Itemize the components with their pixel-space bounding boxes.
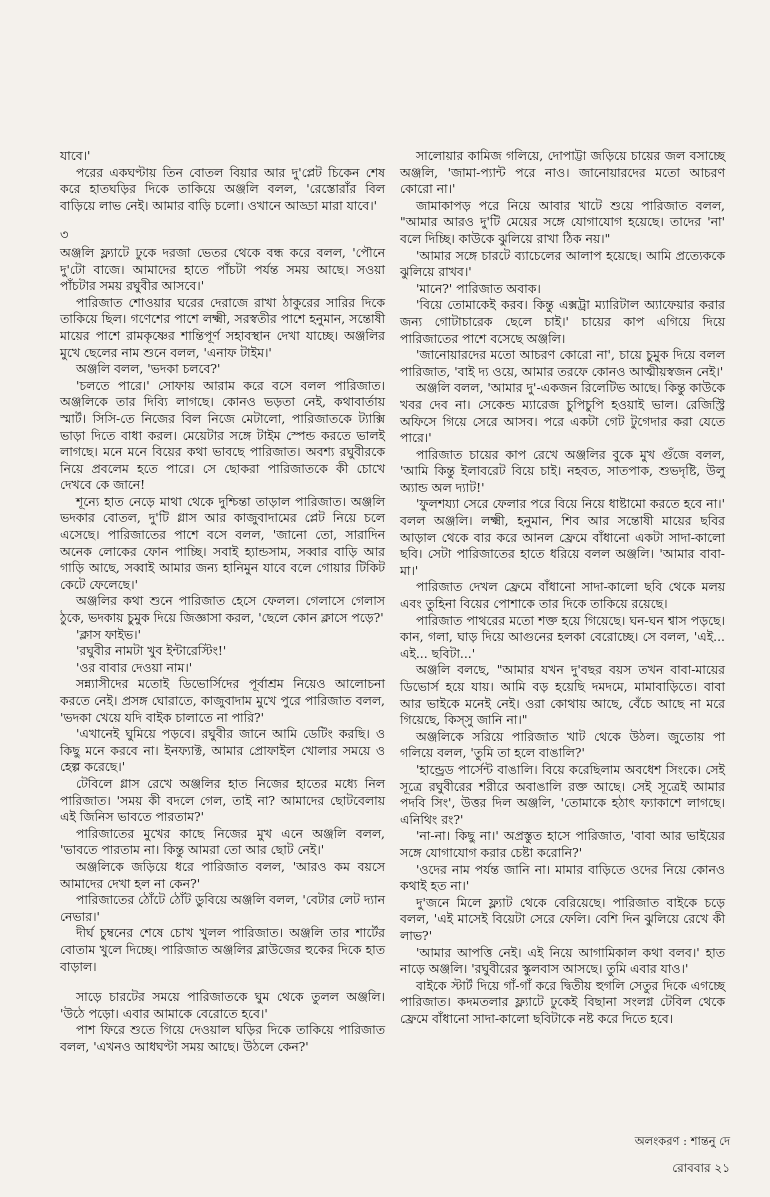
paragraph: অঞ্জলি বলল, 'ভদকা চলবে?' xyxy=(76,361,221,377)
paragraph: অঞ্জলি বলছে, "আমার যখন দু'বছর বয়স তখন বাবা-মায়ের ডিভোর্স হয়ে যায়। আমি বড় হয়েছি দমদমে, মামাবাড়িতে। বাবা আর ভাইকে মনেই নেই। ওরা কোথায় আছে, বেঁচে আছে না মরে গিয়েছে, কিস্সু জানি না।" xyxy=(400,662,725,728)
left-column xyxy=(60,148,385,1055)
paragraph: 'আমার আপত্তি নেই। এই নিয়ে আগামিকাল কথা বলব।' হাত নাড়ে অঞ্জলি। 'রঘুবীরের স্কুলবাস আসছে। তুমি এবার যাও।' xyxy=(400,944,725,977)
paragraph: 'ক্লাস ফাইভ।' xyxy=(76,626,141,642)
paragraph: অঞ্জলিকে জড়িয়ে ধরে পারিজাত বলল, 'আরও কম বয়সে আমাদের দেখা হল না কেন?' xyxy=(60,858,385,891)
paragraph: সন্ন্যাসীদের মতোই ডিভোর্সিদের পূর্বাশ্রম নিয়েও আলোচনা করতে নেই। প্রসঙ্গ ঘোরাতে, কাজুবাদাম মুখে পুরে পারিজাত বলল, 'ভদকা খেয়ে যদি বাইক চালাতে না পারি?' xyxy=(60,676,385,725)
paragraph: 'আমার সঙ্গে চারটে ব্যাচেলের আলাপ হয়েছে। আমি প্রত্যেককে ঝুলিয়ে রাখব।' xyxy=(400,247,725,280)
paragraph: অঞ্জলিকে সরিয়ে পারিজাত খাট থেকে উঠল। জুতোয় পা গলিয়ে বলল, 'তুমি তা হলে বাঙালি?' xyxy=(400,728,725,761)
paragraph: 'ওদের নাম পর্যন্ত জানি না। মামার বাড়িতে ওদের নিয়ে কোনও কথাই হত না।' xyxy=(400,861,725,894)
paragraph: 'জানোয়ারদের মতো আচরণ কোরো না', চায়ে চুমুক দিয়ে বলল পারিজাত, 'বাই দ্য ওয়ে, আমার তরফে কোনও আত্মীয়স্বজন নেই।' xyxy=(400,347,725,379)
paragraph: সালোয়ার কামিজ গলিয়ে, দোপাট্টা জড়িয়ে চায়ের জল বসাচ্ছে অঞ্জলি, 'জামা-প্যান্ট পরে নাও। জানোয়ারদের মতো আচরণ কোরো না।' xyxy=(400,148,725,197)
paragraph: সাড়ে চারটের সময়ে পারিজাতকে ঘুম থেকে তুলল অঞ্জলি। 'উঠে পড়ো। এবার আমাকে বেরোতে হবে।' xyxy=(60,989,385,1021)
paragraph: 'রঘুবীর নামটা খুব ইন্টারেস্টিং!' xyxy=(76,643,227,659)
paragraph: 'মানে?' পারিজাত অবাক। xyxy=(416,280,541,296)
illustration-credit: অলংকরণ : শান্তনু দে xyxy=(634,1134,730,1148)
paragraph: যাবে।' xyxy=(60,148,91,163)
right-column xyxy=(400,148,725,1027)
paragraph: জামাকাপড় পরে নিয়ে আবার খাটে শুয়ে পারিজাত বলল, "আমার আরও দু'টি মেয়ের সঙ্গে যোগাযোগ হয়েছে। তাদের 'না' বলে দিচ্ছি। কাউকে ঝুলিয়ে রাখা ঠিক নয়।" xyxy=(400,197,725,246)
paragraph: পারিজাত শোওয়ার ঘরের দেরাজে রাখা ঠাকুরের সারির দিকে তাকিয়ে ছিল। গণেশের পাশে লক্ষ্মী, সরস্বতীর পাশে হনুমান, সন্তোষী মায়ের পাশে রামকৃষ্ণের শান্তিপূর্ণ সহাবস্থান দেখা যাচ্ছে। অঞ্জলির মুখে ছেলের নাম শুনে বলল, 'এনাফ টাইম।' xyxy=(60,294,385,360)
paragraph: পারিজাত চায়ের কাপ রেখে অঞ্জলির বুকে মুখ গুঁজে বলল, 'আমি কিন্তু ইলাবরেট বিয়ে চাই। নহবত, সাতপাক, শুভদৃষ্টি, উলু অ্যান্ড অল দ্যাট!' xyxy=(400,446,725,495)
paragraph: দু'জনে মিলে ফ্ল্যাট থেকে বেরিয়েছে। পারিজাত বাইকে চড়ে বলল, 'এই মাসেই বিয়েটা সেরে ফেলি। বেশি দিন ঝুলিয়ে রেখে কী লাভ?' xyxy=(400,894,725,943)
paragraph: দীর্ঘ চুম্বনের শেষে চোখ খুলল পারিজাত। অঞ্জলি তার শার্টের বোতাম খুলে দিচ্ছে। পারিজাত অঞ্জলির ব্লাউজের হুকের দিকে হাত বাড়াল। xyxy=(60,925,385,974)
paragraph: 'না-না। কিছু না।' অপ্রস্তুত হাসে পারিজাত, 'বাবা আর ভাইয়ের সঙ্গে যোগাযোগ করার চেষ্টা করোনি?' xyxy=(400,828,725,860)
paragraph: অঞ্জলির কথা শুনে পারিজাত হেসে ফেলল। গেলাসে গেলাস ঠুকে, ভদকায় চুমুক দিয়ে জিজ্ঞাসা করল, 'ছেলে কোন ক্লাসে পড়ে?' xyxy=(60,593,385,626)
paragraph: 'এখানেই ঘুমিয়ে পড়বে। রঘুবীর জানে আমি ডেটিং করছি। ও কিছু মনে করবে না। ইনফ্যাক্ট, আমার প্রোফাইল খোলার সময়ে ও হেল্প করেছে।' xyxy=(60,726,385,775)
paragraph: 'ফুলশয্যা সেরে ফেলার পরে বিয়ে নিয়ে ধাষ্টামো করতে হবে না।' বলল অঞ্জলি। লক্ষ্মী, হনুমান, শিব আর সন্তোষী মায়ের ছবির আড়াল থেকে বার করে আনল ফ্রেমে বাঁধানো একটা সাদা-কালো ছবি। সেটা পারিজাতের হাতে ধরিয়ে বলল অঞ্জলি। 'আমার বাবা-মা।' xyxy=(400,496,725,578)
paragraph: টেবিলে গ্লাস রেখে অঞ্জলির হাত নিজের হাতের মধ্যে নিল পারিজাত। 'সময় কী বদলে গেল, তাই না? আমাদের ছোটবেলায় এই জিনিস ভাবতে পারতাম?' xyxy=(60,775,385,825)
paragraph: পারিজাত পাথরের মতো শক্ত হয়ে গিয়েছে। ঘন-ঘন শ্বাস পড়ছে। কান, গলা, ঘাড় দিয়ে আগুনের হলকা বেরোচ্ছে। সে বলল, 'এই... এই... ছবিটা...' xyxy=(400,612,725,661)
paragraph: অঞ্জলি ফ্ল্যাটে ঢুকে দরজা ভেতর থেকে বন্ধ করে বলল, 'পৌনে দু'টো বাজে। আমাদের হাতে পাঁচটা পর্যন্ত সময় আছে। সওয়া পাঁচটার সময় রঘুবীর আসবে।' xyxy=(60,244,385,294)
paragraph: পারিজাত দেখল ফ্রেমে বাঁধানো সাদা-কালো ছবি থেকে মলয় এবং তুহিনা বিয়ের পোশাকে তার দিকে তাকিয়ে রয়েছে। xyxy=(400,579,725,612)
paragraph: পারিজাতের মুখের কাছে নিজের মুখ এনে অঞ্জলি বলল, 'ভাবতে পারতাম না। কিন্তু আমরা তো আর ছোট নেই।' xyxy=(60,825,385,858)
paragraph: অঞ্জলি বলল, 'আমার দু'-একজন রিলেটিভ আছে। কিন্তু কাউকে খবর দেব না। সেকেন্ড ম্যারেজ চুপিচুপি হওয়াই ভাল। রেজিস্ট্রি অফিসে গিয়ে সেরে আসব। পরে একটা গেট টুগেদার করা যেতে পারে।' xyxy=(400,380,725,446)
paragraph: 'হান্ড্রেড পার্সেন্ট বাঙালি। বিয়ে করেছিলাম অবধেশ সিংকে। সেই সূত্রে রঘুবীরের শরীরে অবাঙালি রক্ত আছে। সেই সূত্রেই আমার পদবি সিং', উত্তর দিল অঞ্জলি, 'তোমাকে হঠাৎ ফ্যাকাশে লাগছে। এনিথিং রং?' xyxy=(400,761,725,827)
paragraph: 'বিয়ে তোমাকেই করব। কিন্তু এক্সট্রা ম্যারিটাল অ্যাফেয়ার করার জন্য গোটাচারেক ছেলে চাই।' চায়ের কাপ এগিয়ে দিয়ে পারিজাতের পাশে বসেছে অঞ্জলি। xyxy=(400,297,725,346)
paragraph: 'ওর বাবার দেওয়া নাম।' xyxy=(76,659,193,675)
paragraph: পারিজাতের ঠোঁটে ঠোঁট ডুবিয়ে অঞ্জলি বলল, 'বেটার লেট দ্যান নেভার।' xyxy=(60,892,385,924)
page-folio: রোববার ২১ xyxy=(672,1161,730,1175)
paragraph: বাইকে স্টার্ট দিয়ে গাঁ-গাঁ করে দ্বিতীয় হুগলি সেতুর দিকে এগচ্ছে পারিজাত। কদমতলার ফ্ল্যাটে ঢুকেই বিছানা সংলগ্ন টেবিল থেকে ফ্রেমে বাঁধানো সাদা-কালো ছবিটাকে নষ্ট করে দিতে হবে। xyxy=(400,977,725,1026)
section-number: ৩ xyxy=(60,228,69,244)
paragraph: পাশ ফিরে শুতে গিয়ে দেওয়াল ঘড়ির দিকে তাকিয়ে পারিজাত বলল, 'এখনও আধঘণ্টা সময় আছে। উঠলে কেন?' xyxy=(60,1022,385,1054)
paragraph: পরের একঘণ্টায় তিন বোতল বিয়ার আর দু'প্লেট চিকেন শেষ করে হাতঘড়ির দিকে তাকিয়ে অঞ্জলি বলল, 'রেস্তোরাঁর বিল বাড়িয়ে লাভ নেই। আমার বাড়ি চলো। ওখানে আড্ডা মারা যাবে।' xyxy=(60,164,385,213)
paragraph: শূন্যে হাত নেড়ে মাথা থেকে দুশ্চিন্তা তাড়াল পারিজাত। অঞ্জলি ভদকার বোতল, দু'টি গ্লাস আর কাজুবাদামের প্লেট নিয়ে চলে এসেছে। পারিজাতের পাশে বসে বলল, 'জানো তো, সারাদিন অনেক লোকের ফোন পাচ্ছি। সবাই হ্যান্ডসাম, সব্বার বাড়ি আর গাড়ি আছে, সব্বাই আমার জন্য হানিমুন যাবে বলে গোয়ার টিকিট কেটে ফেলেছে।' xyxy=(60,493,385,592)
paragraph: 'চলতে পারে।' সোফায় আরাম করে বসে বলল পারিজাত। অঞ্জলিকে তার দিব্যি লাগছে। কোনও ভড়তা নেই, কথাবার্তায় স্মার্ট। সিসি-তে নিজের বিল নিজে মেটালো, পারিজাতকে ট্যাক্সি ভাড়া দিতে বাধা করল। মেয়েটার সঙ্গে টাইম স্পেন্ড করতে ভালই লাগছে। মনে মনে বিয়ের কথা ভাবছে পারিজাত। অবশ্য রঘুবীরকে নিয়ে প্রবলেম হতে পারে। সে ছোকরা পারিজাতকে কী চোখে দেখবে কে জানে! xyxy=(60,377,385,493)
